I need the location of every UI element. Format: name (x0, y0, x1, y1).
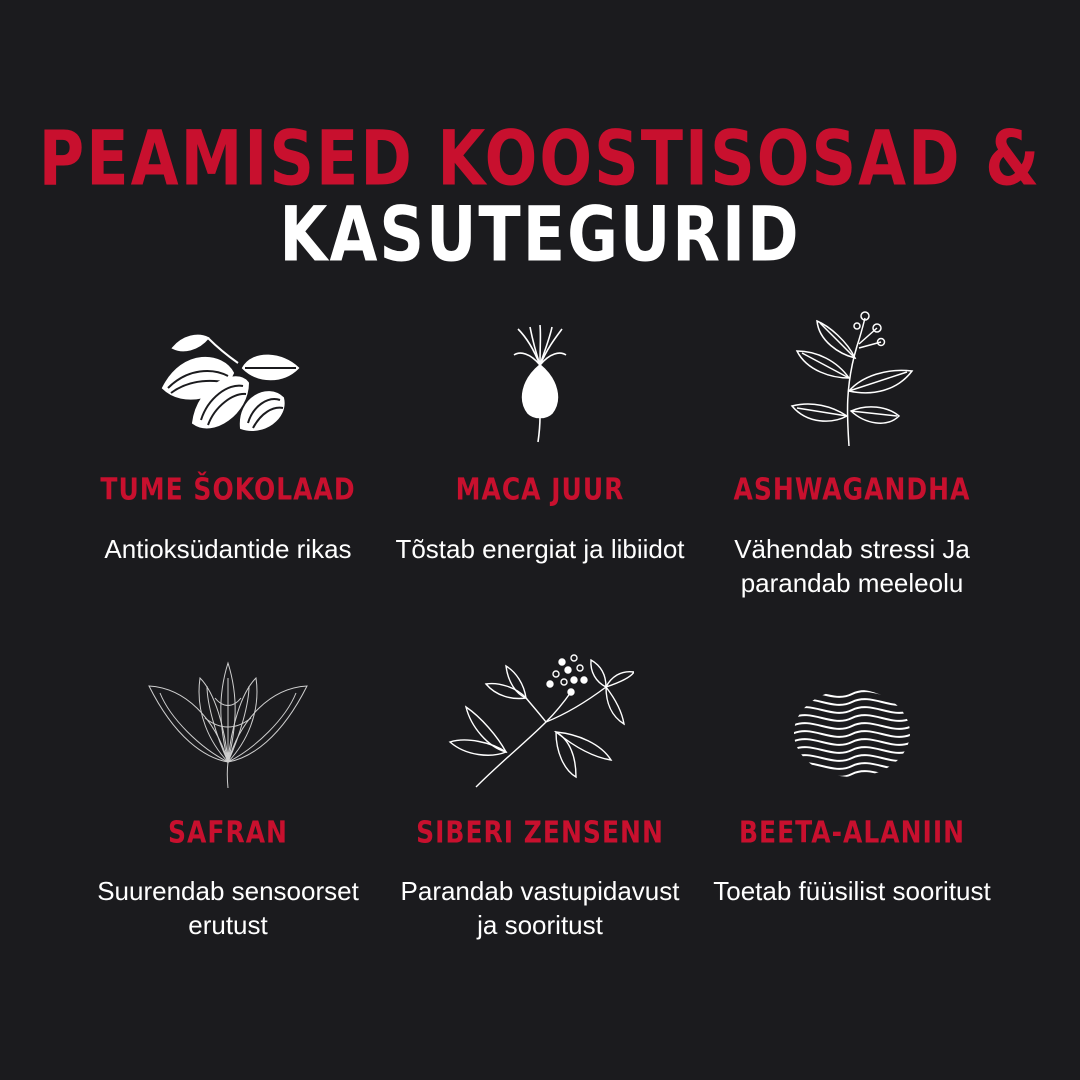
ingredient-card-siberian-ginseng (390, 660, 690, 980)
ingredient-card-ashwagandha (702, 320, 1002, 620)
ingredient-name: ASHWAGANDHA (733, 472, 971, 507)
ingredient-description: Toetab füüsilist sooritust (713, 876, 991, 906)
wave-sphere-icon (792, 688, 912, 778)
ingredient-name: TUME ŠOKOLAAD (100, 472, 356, 507)
title-line-2: KASUTEGURID (279, 189, 801, 280)
ashwagandha-plant-icon (787, 306, 917, 448)
ingredient-description: Parandab vastupidavust ja sooritust (400, 876, 680, 940)
ingredient-name: SIBERI ZENSENN (416, 815, 664, 850)
cacao-pods-icon (153, 328, 303, 440)
ingredient-name: SAFRAN (168, 815, 288, 850)
ingredient-name: BEETA-ALANIIN (738, 815, 966, 850)
ingredient-card-saffron (78, 660, 378, 980)
maca-root-icon (510, 325, 570, 443)
title-line-1: PEAMISED KOOSTISOSAD & (38, 113, 1042, 204)
ingredient-card-maca-root (390, 320, 690, 620)
ingredient-description: Antioksüdantide rikas (104, 534, 352, 564)
ingredient-description: Tõstab energiat ja libiidot (395, 534, 685, 564)
ginseng-plant-icon (446, 652, 634, 790)
ingredient-name: MACA JUUR (455, 472, 625, 507)
ingredient-card-beta-alanine (702, 660, 1002, 980)
saffron-flower-icon (145, 658, 311, 790)
ingredient-card-dark-chocolate (78, 320, 378, 620)
ingredient-description: Suurendab sensoorset erutust (97, 876, 359, 940)
ingredient-description: Vähendab stressi Ja parandab meeleolu (734, 534, 970, 598)
